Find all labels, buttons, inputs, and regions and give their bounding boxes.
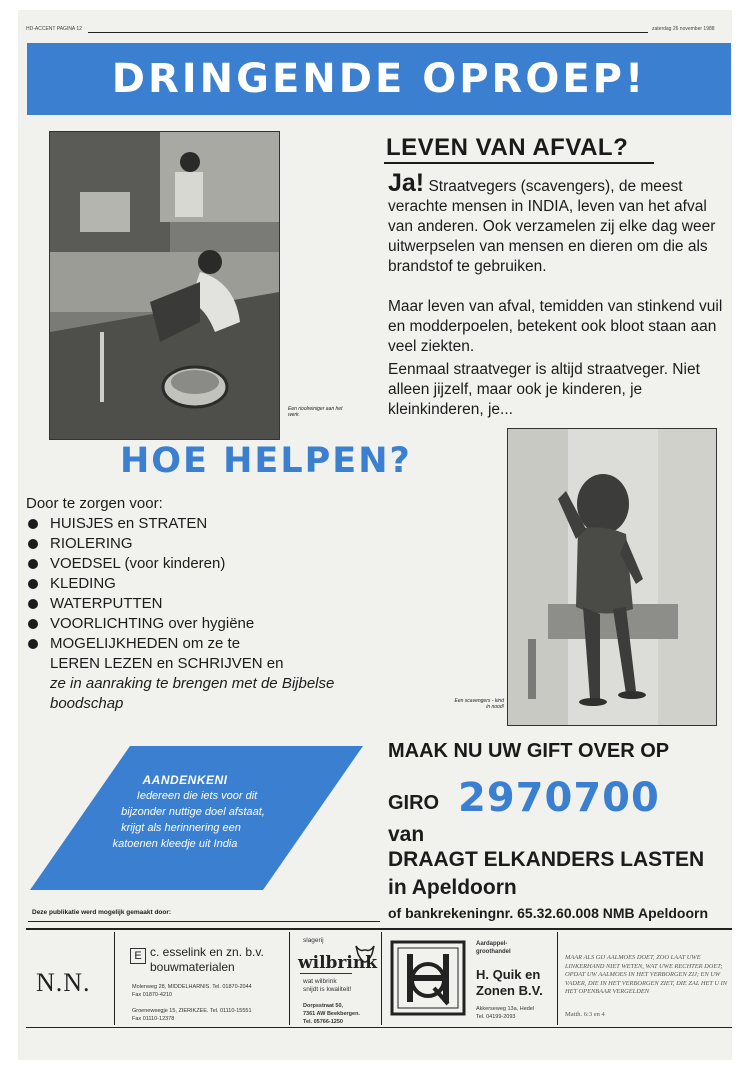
article-paragraph-1	[388, 169, 728, 277]
bullet-icon	[28, 559, 38, 569]
ja-emphasis: Ja!	[388, 169, 425, 197]
organization-city: in Apeldoorn	[388, 876, 517, 899]
help-heading: HOE HELPEN?	[120, 441, 412, 481]
bull-head-icon	[354, 942, 376, 964]
esselink-address-1: Molenweg 28, MIDDELHARNIS. Tel. 01870-2044	[132, 984, 252, 990]
wilbrink-label: slagerij	[303, 937, 324, 944]
help-list	[26, 494, 386, 714]
esselink-fax-2: Fax 01110-12378	[132, 1016, 175, 1022]
ad-divider	[557, 932, 558, 1025]
headline-underline	[384, 162, 654, 164]
ads-bottom-rule	[26, 1027, 732, 1028]
esselink-name: c. esselink en zn. b.v.	[150, 945, 264, 959]
article-paragraph-2: Maar leven van afval, temidden van stinkend vuil en modderpoelen, betekent ook bloot staan aan veel ziekten.	[388, 298, 723, 355]
help-item	[26, 614, 386, 634]
sponsor-nn: N.N.	[36, 968, 91, 997]
souvenir-title: AANDENKENI	[142, 773, 228, 787]
souvenir-line: Iedereen die iets voor dit	[136, 790, 258, 802]
esselink-type: bouwmaterialen	[150, 960, 235, 974]
paragraph-1-text: Straatvegers (scavengers), de meest verachte mensen in INDIA, leven van het afval van anderen. Ook verzamelen zij elke dag weer uitwerpselen van mensen en dieren om die als brandstof te gebruiken.	[388, 178, 716, 275]
souvenir-line: krijgt als herinnering een	[121, 822, 241, 834]
article-paragraph-3: Eenmaal straatveger is altijd straatveger. Niet alleen jijzelf, maar ook je kinderen, je kleinkinderen, je...	[388, 361, 700, 418]
help-item	[26, 514, 386, 534]
wilbrink-logo: wilbrink	[298, 953, 377, 973]
help-item-label: KLEDING	[50, 575, 116, 592]
help-intro: Door te zorgen voor:	[26, 495, 163, 512]
help-item-label: VOORLICHTING over hygiëne	[50, 615, 255, 632]
child-photo	[507, 428, 717, 726]
help-item-label: RIOLERING	[50, 535, 133, 552]
page-header-left: HD-ACCENT PAGINA 12	[26, 26, 82, 32]
wilbrink-rule	[300, 973, 352, 974]
quik-type-2: groothandel	[476, 949, 511, 955]
help-item-label: WATERPUTTEN	[50, 595, 163, 612]
esselink-logo-icon: E	[130, 948, 146, 964]
wilbrink-tel: Tel. 05766-1250	[303, 1019, 343, 1025]
souvenir-text	[60, 772, 310, 852]
made-possible-label: Deze publikatie werd mogelijk gemaakt door:	[32, 909, 172, 916]
giro-number: 2970700	[458, 775, 660, 821]
help-item	[26, 574, 386, 594]
help-italic-line-2: boodschap	[50, 695, 124, 712]
souvenir-line: bijzonder nuttige doel afstaat,	[121, 806, 265, 818]
bullet-icon	[28, 599, 38, 609]
bullet-icon	[28, 539, 38, 549]
photo1-caption: Een rioolreiniger aan het werk.	[288, 406, 343, 418]
wilbrink-slogan-1: wat wilbrink	[303, 978, 337, 985]
help-item	[26, 554, 386, 574]
help-item-continuation: LEREN LEZEN en SCHRIJVEN en	[50, 655, 284, 672]
help-item-label: MOGELIJKHEDEN om ze te	[50, 635, 241, 652]
sewer-worker-photo	[49, 131, 280, 440]
donate-call: MAAK NU UW GIFT OVER OP	[388, 740, 670, 762]
quik-type-1: Aardappel-	[476, 941, 508, 947]
made-possible-rule	[28, 921, 380, 922]
ad-divider	[289, 932, 290, 1025]
help-italic-line-1: ze in aanraking te brengen met de Bijbelse	[50, 675, 335, 692]
wilbrink-address-1: Dorpsstraat 50,	[303, 1003, 344, 1009]
souvenir-line: katoenen kleedje uit India	[112, 838, 238, 850]
bullet-icon	[28, 619, 38, 629]
help-item	[26, 534, 386, 554]
ad-divider	[381, 932, 382, 1025]
quik-name-1: H. Quik en	[476, 967, 541, 982]
donate-van: van	[388, 823, 425, 846]
bullet-icon	[28, 579, 38, 589]
bank-account: of bankrekeningnr. 65.32.60.008 NMB Apeldoorn	[388, 905, 709, 921]
bullet-icon	[28, 519, 38, 529]
banner-title: DRINGENDE OPROEP!	[27, 43, 731, 115]
header-rule	[88, 32, 648, 33]
bullet-icon	[28, 639, 38, 649]
sewer-worker-illustration	[50, 132, 279, 439]
help-item-label: VOEDSEL (voor kinderen)	[50, 555, 226, 572]
ads-top-rule	[26, 928, 732, 930]
newspaper-page	[18, 10, 732, 1060]
help-item-label: HUISJES en STRATEN	[50, 515, 208, 532]
esselink-address-2: Groeneweegje 15, ZIERIKZEE. Tel. 01110-15551	[132, 1008, 252, 1014]
help-item	[26, 594, 386, 614]
child-illustration	[508, 429, 716, 725]
wilbrink-slogan-2: snijdt is kwaliteit!	[303, 986, 352, 993]
bible-reference: Matth. 6:3 en 4	[565, 1011, 605, 1018]
wilbrink-address-2: 7361 AW Beekbergen.	[303, 1011, 360, 1017]
bible-quote: MAAR ALS GIJ AALMOES DOET, ZOO LAAT UWE LINKERHAND NIET WETEN, WAT UWE RECHTER DOET; OPDAT UW AALMOES IN HET VERBORGEN ZIJ; EN UW VADER, DIE IN HET VERBORGEN ZIET, DIE ZAL HET U IN HET OPENBAAR VERGELDEN	[565, 954, 728, 995]
organization-name: DRAAGT ELKANDERS LASTEN	[388, 848, 705, 871]
photo2-caption: Een scavengers - kind in nood!	[454, 698, 504, 710]
quik-name-2: Zonen B.V.	[476, 983, 543, 998]
page-header-date: zaterdag 26 november 1988	[652, 26, 715, 32]
giro-label: GIRO	[388, 792, 440, 814]
quik-tel: Tel. 04199-2093	[476, 1014, 516, 1020]
help-item	[26, 634, 386, 654]
article-headline: LEVEN VAN AFVAL?	[386, 134, 629, 161]
esselink-fax-1: Fax 01870-4210	[132, 992, 173, 998]
ad-divider	[114, 932, 115, 1025]
quik-monogram-logo	[390, 940, 466, 1016]
quik-address: Akkerseweg 13a, Hedel	[476, 1006, 535, 1012]
